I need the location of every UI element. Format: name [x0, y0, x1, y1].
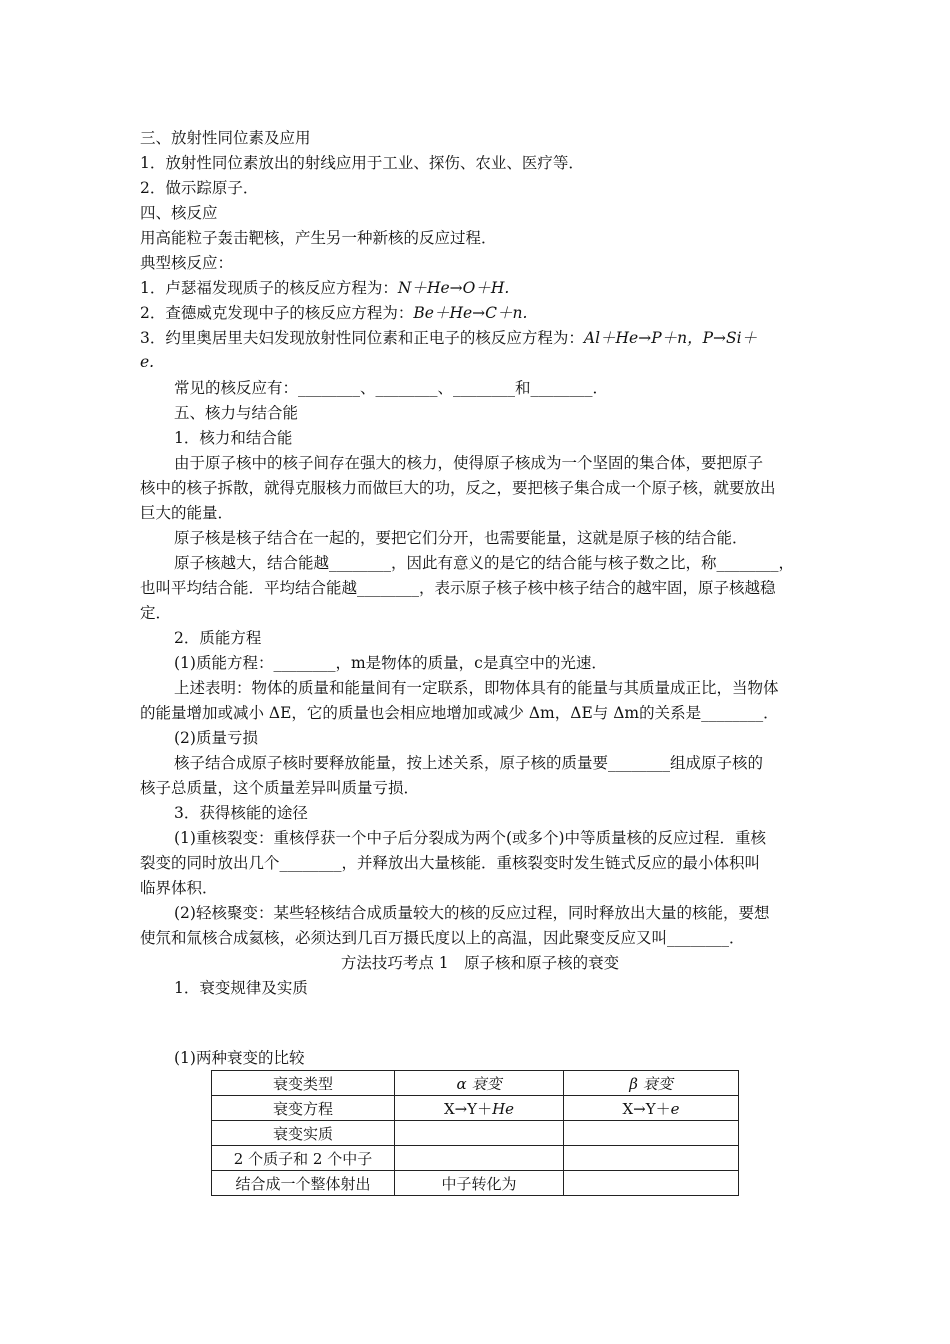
table-row: [212, 1096, 739, 1121]
section5-sub3: 3．获得核能的途径: [174, 804, 308, 822]
section5-sub1: 1．核力和结合能: [174, 429, 293, 447]
reaction-3-text: 3．约里奥居里夫妇发现放射性同位素和正电子的核反应方程为：: [140, 329, 584, 347]
alpha-equation-particle: He: [492, 1099, 515, 1118]
para3-line1: 原子核越大，结合能越________，因此有意义的是它的结合能与核子数之比，称________，: [174, 554, 795, 572]
beta-equation-particle: e: [670, 1099, 680, 1118]
para9-line1: (2)轻核聚变：某些轻核结合成质量较大的核的反应过程，同时释放出大量的核能，要想: [174, 904, 770, 922]
reaction-3: [140, 326, 820, 350]
table-row: [212, 1146, 739, 1171]
method-sub1: 1．衰变规律及实质: [174, 979, 308, 997]
table-header-cell: 衰变类型: [212, 1071, 395, 1096]
table-row: [212, 1171, 739, 1196]
para6: (2)质量亏损: [174, 729, 258, 747]
alpha-equation-cell: [395, 1096, 564, 1121]
para4: (1)质能方程：________，m是物体的质量，c是真空中的光速．: [174, 654, 607, 672]
section5-heading: 五、核力与结合能: [174, 404, 299, 422]
reaction-2-text: 2．查德威克发现中子的核反应方程为：: [140, 304, 414, 322]
reaction-2: [140, 301, 820, 325]
para8-line2: 裂变的同时放出几个________，并释放出大量核能．重核裂变时发生链式反应的最小体积叫: [140, 854, 761, 872]
table-cell: [395, 1146, 564, 1171]
reaction-1: [140, 276, 820, 300]
table-row: [212, 1121, 739, 1146]
alpha-equation-prefix: X→Y＋: [443, 1099, 493, 1118]
table-row-label: 结合成一个整体射出: [212, 1171, 395, 1196]
reaction-3-equation: Al＋He→P＋n，P→Si＋: [583, 329, 758, 347]
section3-item2: 2．做示踪原子．: [140, 179, 259, 197]
section3-item1: 1．放射性同位素放出的射线应用于工业、探伤、农业、医疗等．: [140, 154, 584, 172]
reaction-2-equation: Be＋He→C＋n.: [413, 304, 528, 322]
section4-typical: 典型核反应：: [140, 254, 234, 272]
table-row-label: 2 个质子和 2 个中子: [212, 1146, 395, 1171]
table-cell: [564, 1146, 739, 1171]
table-header-cell: α 衰变: [395, 1071, 564, 1096]
para1-line2: 核中的核子拆散，就得克服核力而做巨大的功，反之，要把核子集合成一个原子核，就要放出: [140, 479, 776, 497]
table-row-label: 衰变方程: [212, 1096, 395, 1121]
section5-sub2: 2．质能方程: [174, 629, 262, 647]
table-cell: [395, 1121, 564, 1146]
decay-comparison-table: [211, 1070, 739, 1196]
para9-line2: 使氘和氚核合成氦核，必须达到几百万摄氏度以上的高温，因此聚变反应又叫________．: [140, 929, 745, 947]
section3-heading: 三、放射性同位素及应用: [140, 129, 311, 147]
reaction-1-text: 1．卢瑟福发现质子的核反应方程为：: [140, 279, 398, 297]
para3-line3: 定．: [140, 604, 172, 622]
section4-definition: 用高能粒子轰击靶核，产生另一种新核的反应过程．: [140, 229, 497, 247]
section4-heading: 四、核反应: [140, 204, 218, 222]
para2: 原子核是核子结合在一起的，要把它们分开，也需要能量，这就是原子核的结合能．: [174, 529, 748, 547]
para7-line2: 核子总质量，这个质量差异叫质量亏损．: [140, 779, 420, 797]
common-reactions: 常见的核反应有：________、________、________和________．: [174, 379, 609, 397]
table-cell: [564, 1171, 739, 1196]
beta-equation-prefix: X→Y＋: [622, 1099, 671, 1118]
para3-line2: 也叫平均结合能．平均结合能越________，表示原子核子核中核子结合的越牢固，原子核越稳: [140, 579, 776, 597]
table-row-label: 衰变实质: [212, 1121, 395, 1146]
para7-line1: 核子结合成原子核时要释放能量，按上述关系，原子核的质量要________组成原子核的: [174, 754, 764, 772]
para1-line1: 由于原子核中的核子间存在强大的核力，使得原子核成为一个坚固的集合体，要把原子: [174, 454, 764, 472]
table-cell: [564, 1121, 739, 1146]
reaction-3-equation-end: e.: [140, 353, 155, 371]
table-cell: 中子转化为: [395, 1171, 564, 1196]
para1-line3: 巨大的能量．: [140, 504, 234, 522]
table-caption: (1)两种衰变的比较: [174, 1049, 305, 1067]
para8-line1: (1)重核裂变：重核俘获一个中子后分裂成为两个(或多个)中等质量核的反应过程．重核: [174, 829, 767, 847]
para8-line3: 临界体积．: [140, 879, 218, 897]
beta-equation-cell: [564, 1096, 739, 1121]
para5-line1: 上述表明：物体的质量和能量间有一定联系，即物体具有的能量与其质量成正比，当物体: [174, 679, 779, 697]
para5-line2: 的能量增加或减小 ΔE，它的质量也会相应地增加或减少 Δm，ΔE与 Δm的关系是________．: [140, 704, 779, 722]
reaction-1-equation: N＋He→O＋H.: [397, 279, 510, 297]
table-row: [212, 1071, 739, 1096]
table-header-cell: β 衰变: [564, 1071, 739, 1096]
method-title: 方法技巧考点 1 原子核和原子核的衰变: [340, 954, 620, 972]
